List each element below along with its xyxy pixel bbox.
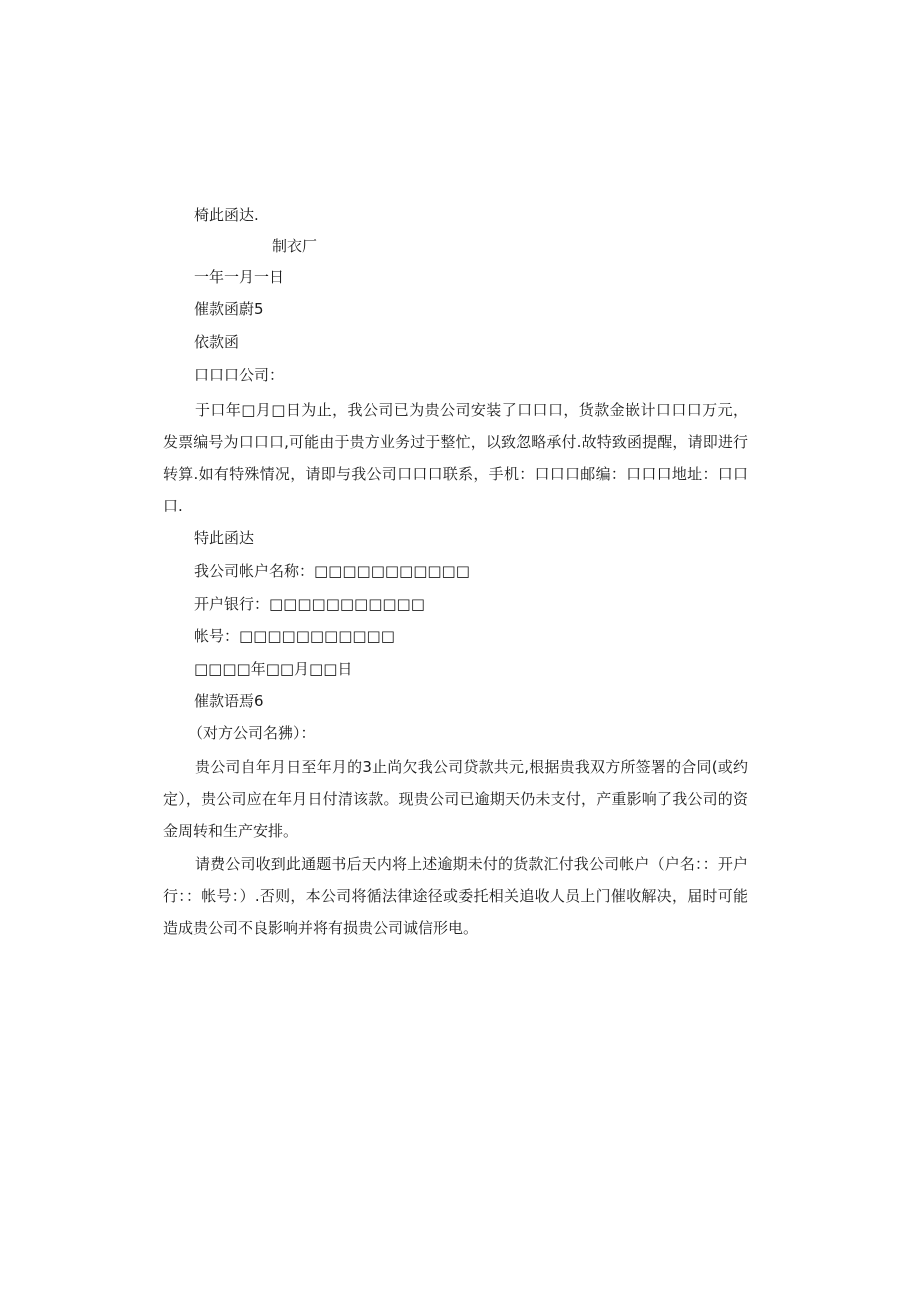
letter3-heading: 催款语焉6 (194, 692, 264, 710)
letter2-date: □□□□年□□月□□日 (194, 660, 353, 678)
letter2-closing: 特此函达 (194, 529, 255, 547)
letter2-bank: 开户银行：□□□□□□□□□□□ (194, 595, 425, 613)
letter1-closing: 椅此函达. (194, 206, 259, 224)
letter3-salutation: （对方公司名狒）： (188, 724, 316, 742)
letter1-signature: 制衣厂 (272, 237, 318, 255)
letter3-paragraph-1: 贵公司自年月日至年月的3止尚欠我公司贷款共元,根据贵我双方所签署的合同(或约定），贵公司应在年月日付清该款。现贵公司已逾期天仍未支付，产重影响了我公司的资金周转和生产安排。 (163, 758, 748, 840)
letter2-title: 依款函 (194, 333, 240, 351)
letter2-salutation: 口口口公司： (194, 366, 285, 384)
letter1-date: 一年一月一日 (194, 268, 285, 286)
letter2-account-name: 我公司帐户名称：□□□□□□□□□□□ (194, 562, 470, 580)
letter2-heading: 催款函蔚5 (194, 300, 264, 318)
letter2-account-number: 帐号：□□□□□□□□□□□ (194, 627, 395, 645)
letter2-body: 于口年□月□日为止，我公司已为贵公司安装了口口口，货款金嵌计口口口万元，发票编号为口口口,可能由于贵方业务过于整忙，以致忽略承付.故特致函提醒，请即进行转算.如有特殊情况，请即与我公司口口口联系，手机：口口口邮编：口口口地址：口口口. (163, 401, 748, 515)
letter3-paragraph-2: 请费公司收到此通题书后天内将上述逾期未付的货款汇付我公司帐户（户名：：开户行：：帐号：）.否则，本公司将循法律途径或委托相关追收人员上门催收解决，届时可能造成贵公司不良影响并将有损贵公司诚信形电。 (163, 855, 748, 937)
